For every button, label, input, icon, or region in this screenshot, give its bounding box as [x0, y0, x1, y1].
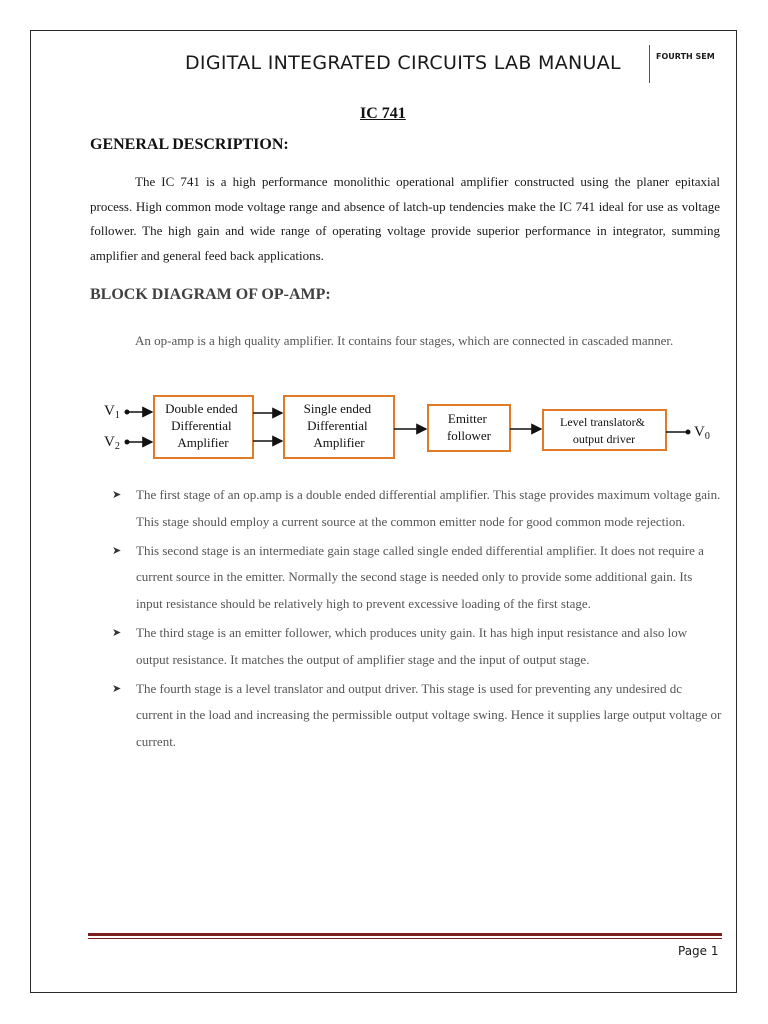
arrowhead-bullet-icon: ➤: [112, 488, 122, 501]
list-item: [112, 482, 722, 536]
footer-rule: [88, 933, 722, 936]
stage-description-list: [112, 482, 722, 756]
output-v0-label: $V_0$: [694, 424, 710, 442]
input-v2-label: $V_2$: [104, 434, 120, 452]
output-node: [686, 430, 691, 435]
block3-label: Emitter follower: [446, 411, 492, 443]
arrowhead-bullet-icon: ➤: [112, 543, 122, 557]
stage1-description: The first stage of an op.amp is a double ended differential amplifier. This stage provides maximum voltage gain. This stage should employ a current source at the common emitter node for good common mode rejection.: [136, 487, 721, 529]
block2-label: Single ended Differential Amplifier: [303, 401, 372, 450]
arrowhead-bullet-icon: ➤: [112, 681, 122, 695]
block-diagram-heading: BLOCK DIAGRAM OF OP-AMP:: [90, 286, 331, 303]
page-title: IC 741: [360, 105, 406, 122]
page-number: Page 1: [678, 944, 719, 958]
list-item: [112, 676, 722, 756]
list-item: [112, 620, 722, 674]
arrowhead-bullet-icon: ➤: [112, 625, 122, 639]
list-item: [112, 538, 722, 618]
input-v1-label: $V_1$: [104, 403, 120, 421]
semester-tag: FOURTH SEM: [656, 52, 715, 61]
op-amp-block-diagram: [100, 390, 720, 465]
stage4-description: The fourth stage is a level translator and output driver. This stage is used for preventing any undesired dc current in the load and increasing the permissible output voltage swing. Hence it supplies large output voltage or current.: [136, 680, 722, 750]
block4-label: Level translator& output driver: [560, 415, 645, 446]
header-separator: [649, 45, 650, 83]
block1-label: Double ended Differential Amplifier: [165, 401, 238, 450]
stage3-description: The third stage is an emitter follower, which produces unity gain. It has high input resistance and also low output resistance. It matches the output of amplifier stage and the input of output stage.: [136, 624, 688, 667]
general-description-heading: GENERAL DESCRIPTION:: [90, 136, 289, 153]
general-description-text: The IC 741 is a high performance monolithic operational amplifier constructed using the planer epitaxial process. High common mode voltage range and absence of latch-up tendencies make the IC 741 ideal for use as voltage follower. The high gain and wide range of operating voltage provide superior performance in integrator, summing amplifier and general feed back applications.: [90, 174, 720, 263]
block-diagram-intro: An op-amp is a high quality amplifier. It contains four stages, which are connected in cascaded manner.: [135, 333, 674, 348]
footer-rule-thin: [88, 938, 722, 939]
stage2-description: This second stage is an intermediate gain stage called single ended differential amplifier. It does not require a current source in the emitter. Normally the second stage is needed only to provide some additional gain. Its input resistance should be relatively high to prevent excessive loading of the first stage.: [136, 542, 704, 612]
manual-title: DIGITAL INTEGRATED CIRCUITS LAB MANUAL: [185, 52, 621, 74]
